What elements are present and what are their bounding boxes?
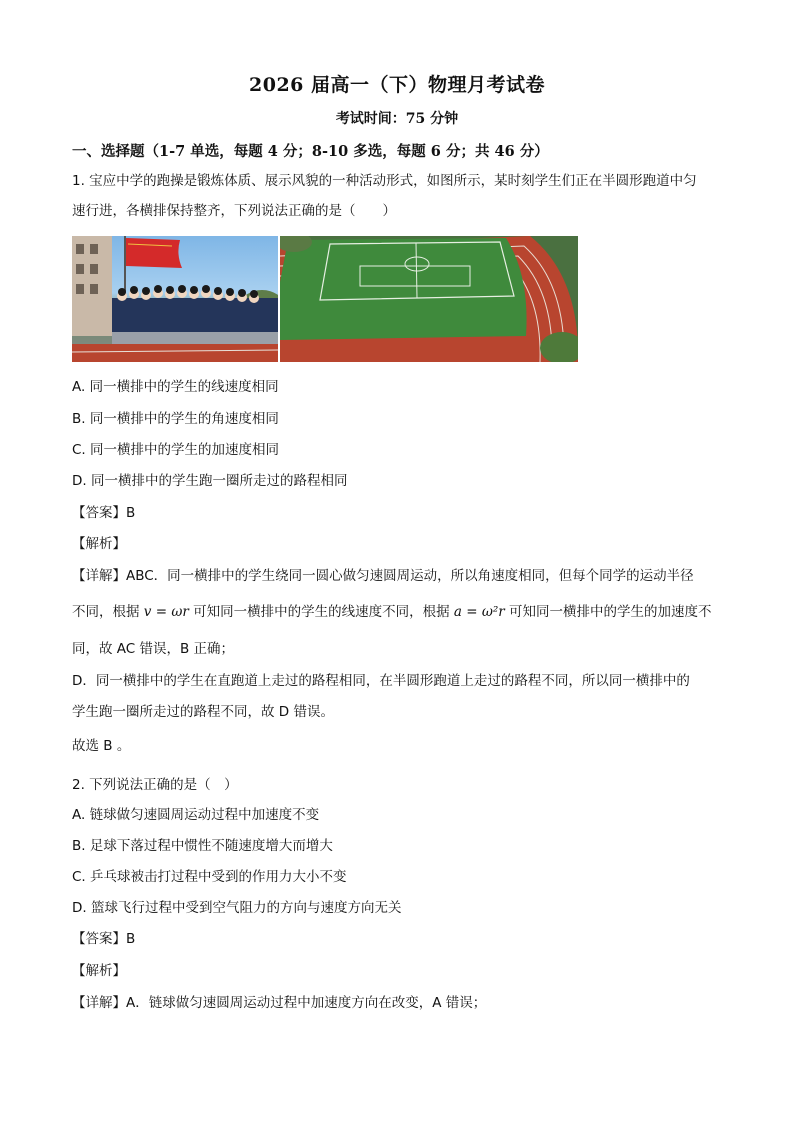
q2-detail-line1: 【详解】A．链球做匀速圆周运动过程中加速度方向在改变，A 错误； <box>72 995 487 1011</box>
exam-duration: 考试时间：75 分钟 <box>335 111 459 127</box>
q1-answer-value: B <box>126 505 136 521</box>
q2-option-b: B. 足球下落过程中惯性不随速度增大而增大 <box>72 838 333 854</box>
q1-stem-line2: 速行进，各横排保持整齐，下列说法正确的是（ ） <box>72 203 396 219</box>
q1-answer-label: 【答案】 <box>72 505 126 521</box>
q2-answer <box>72 930 135 948</box>
running-track-photo <box>280 236 578 362</box>
q1-analysis-label: 【解析】 <box>72 536 126 552</box>
q1-formula-linear-velocity: v = ωr <box>143 604 189 620</box>
q1-option-d: D. 同一横排中的学生跑一圈所走过的路程相同 <box>72 473 348 489</box>
q2-option-a: A. 链球做匀速圆周运动过程中加速度不变 <box>72 807 320 823</box>
q1-option-a: A. 同一横排中的学生的线速度相同 <box>72 379 279 395</box>
q1-detail-line1: 【详解】ABC．同一横排中的学生绕同一圆心做匀速圆周运动，所以角速度相同，但每个同学的运动半径 <box>72 568 694 584</box>
q2-stem: 2. 下列说法正确的是（ ） <box>72 777 238 793</box>
q1-detail-line4: D．同一横排中的学生在直跑道上走过的路程相同，在半圆形跑道上走过的路程不同，所以同一横排中的 <box>72 673 690 689</box>
q2-option-d: D. 篮球飞行过程中受到空气阻力的方向与速度方向无关 <box>72 900 402 916</box>
q2-analysis-label: 【解析】 <box>72 963 126 979</box>
q1-detail-line3: 同，故 AC 错误，B 正确； <box>72 641 235 657</box>
q2-answer-value: B <box>126 931 136 947</box>
q1-option-c: C. 同一横排中的学生的加速度相同 <box>72 442 280 458</box>
q1-detail-line2-a: 不同，根据 <box>72 604 140 620</box>
page-title: 2026 届高一（下）物理月考试卷 <box>249 74 545 96</box>
q1-conclusion: 故选 B 。 <box>72 738 131 754</box>
q2-answer-label: 【答案】 <box>72 931 126 947</box>
q1-detail-line2-c: 可知同一横排中的学生的加速度不 <box>509 604 712 620</box>
q1-stem-line1: 1. 宝应中学的跑操是锻炼体质、展示风貌的一种活动形式，如图所示，某时刻学生们正在半圆形跑道中匀 <box>72 173 697 189</box>
q1-option-b: B. 同一横排中的学生的角速度相同 <box>72 411 279 427</box>
running-students-photo <box>72 236 278 362</box>
q1-detail-line2 <box>72 603 712 621</box>
q1-formula-acceleration: a = ω²r <box>453 604 505 620</box>
q2-option-c: C. 乒乓球被击打过程中受到的作用力大小不变 <box>72 869 347 885</box>
q1-detail-line2-b: 可知同一横排中的学生的线速度不同，根据 <box>193 604 450 620</box>
section-heading: 一、选择题（1-7 单选，每题 4 分；8-10 多选，每题 6 分；共 46 分） <box>72 143 549 160</box>
q1-detail-line5: 学生跑一圈所走过的路程不同，故 D 错误。 <box>72 704 334 720</box>
q1-answer <box>72 504 135 522</box>
